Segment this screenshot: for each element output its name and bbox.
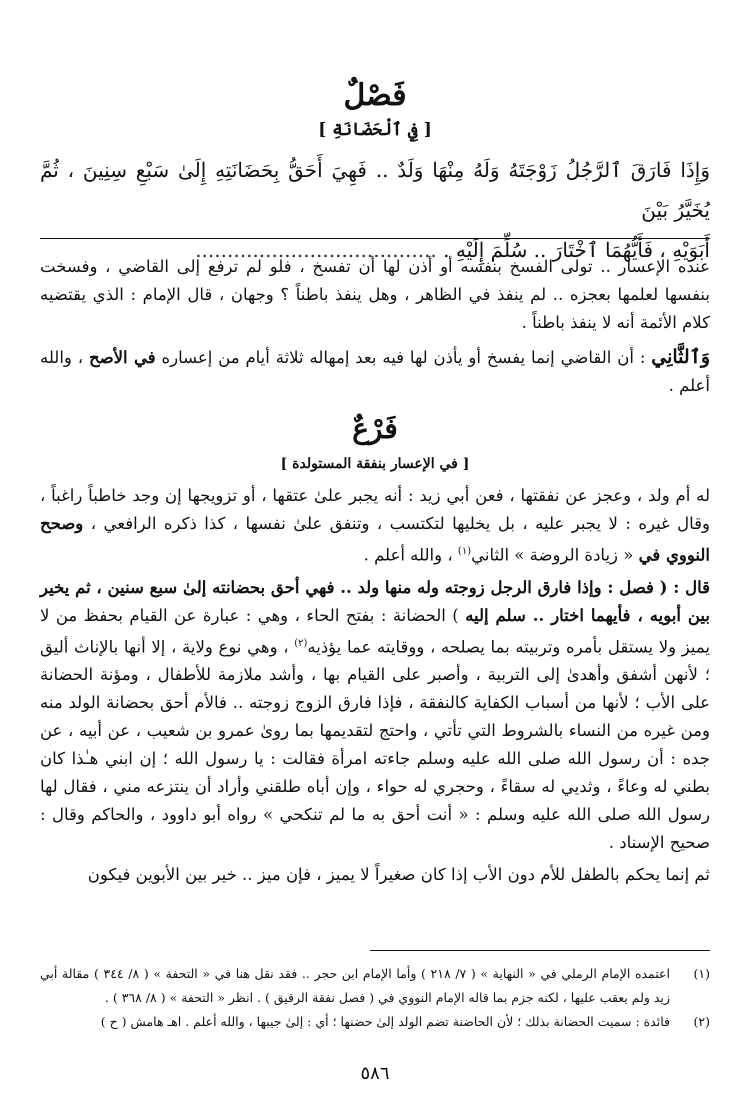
paragraph-4-text-a: ) الحضانة : بفتح الحاء ، وهي : عبارة عن القيام بحفظ من لا يميز ولا يستقل بأمره وتربيته بما يصلحه ، ووقايته عما يؤذيه xyxy=(40,605,710,656)
footnote-1-number: (١) xyxy=(693,966,710,981)
far-heading: فَرْعٌ xyxy=(352,412,398,445)
paragraph-4-lead: قال : ( فصل : وإذا فارق الرجل زوجته وله منها ولد .. فهي أحق بحضانته إلىٰ سبع سنين ، ثم يخير بين أبويه ، فأيهما اختار .. سلم إليه xyxy=(40,577,710,625)
footnote-1-text: اعتمده الإمام الرملي في « النهاية » ( ٧/ ٢١٨ ) وأما الإمام ابن حجر .. فقد نقل هنا في « التحفة » ( ٨/ ٣٤٤ ) مقالة أبي زيد ولم يعقب عليها ، لكنه جزم بما قاله الإمام النووي في ( فصل نفقة الرقيق ) . انظر « التحفة » ( ٨/ ٣٦٨ ) . xyxy=(40,966,670,1005)
footnote-ref-2: (٢) xyxy=(294,637,308,649)
matn-divider xyxy=(40,238,710,239)
footnote-2-number: (٢) xyxy=(693,1014,710,1029)
paragraph-5: ثم إنما يحكم بالطفل للأم دون الأب إذا كان صغيراً لا يميز ، فإن ميز .. خير بين الأبوين فيكون xyxy=(87,865,710,884)
paragraph-3-source: « زيادة الروضة » الثاني xyxy=(471,545,634,565)
footnote-2-text: فائدة : سميت الحضانة بذلك ؛ لأن الحاضنة تضم الولد إلىٰ حضنها ؛ أي : إلىٰ جيبها ، والله أعلم . اهـ هامش ( ح ) xyxy=(100,1014,670,1029)
footnote-1 xyxy=(40,962,710,1010)
paragraph-4-text-b: ، وهي نوع ولاية ، إلا أنها بالإناث أليق ؛ لأنهن أشفق وأهدىٰ إلى التربية ، وأصبر على القيام بها ، وأشد ملازمة للأطفال ، ومؤنة الحضانة على الأب ؛ لأنها من أسباب الكفاية كالنفقة ، فإذا فارق الزوج زوجته .. فالأم أحق بحضانة الولد منه ومن غيره من النساء بالشروط التي تأتي ، واحتج لتقديمها بما روىٰ عمرو بن شعيب ، عن أبيه ، عن جده : أن رسول الله صلى الله عليه وسلم جاءته امرأة فقالت : يا رسول الله ؛ إن ابني هـٰذا كان بطني له وعاءً ، وثديي له سقاءً ، وحجري له حواء ، وإن أباه طلقني وأراد أن ينتزعه مني ، فقال لها رسول الله صلى الله عليه وسلم : « أنت أحق به ما لم تنكحي » رواه أبو داوود ، والحاكم وقال : صحيح الإسناد . xyxy=(40,637,710,852)
paragraph-3-end: ، والله أعلم . xyxy=(363,545,453,565)
paragraph-1: عنده الإعسار .. تولى الفسخ بنفسه أو أذن لها أن تفسخ ، فلو لم ترفع إلى القاضي ، وفسخت بنفسها لعلمها بعجزه .. لم ينفذ في الظاهر ، وهل ينفذ باطناً ؟ وجهان ، قال الإمام : الذي يقتضيه كلام الأئمة أنه لا ينفذ باطناً . xyxy=(40,257,710,332)
matn-text xyxy=(40,150,710,270)
paragraph-4 xyxy=(40,574,710,858)
matn-dots: ...................................... xyxy=(195,238,437,262)
matn-line-2-text: أَبَوَيْهِ ، فَأَيُّهُمَا ٱخْتَارَ .. سُلِّمَ إِلَيْهِ . xyxy=(443,238,710,262)
commentary-section-2 xyxy=(40,482,710,889)
far-subtitle: [ في الإعسار بنفقة المستولدة ] xyxy=(280,456,470,472)
paragraph-2-end: ، والله أعلم . xyxy=(40,348,710,395)
fasl-subtitle: [ فِي ٱلْحَضَانَةِ ] xyxy=(318,120,432,140)
matn-line-1: وَإِذَا فَارَقَ ٱلرَّجُلُ زَوْجَتَهُ وَلَهُ مِنْهَا وَلَدٌ .. فَهِيَ أَحَقُّ بِحَضَانَتِهِ إِلَىٰ سَبْعِ سِنِينَ ، ثُمَّ يُخَيَّرُ بَيْنَ xyxy=(40,158,710,222)
page-number: ٥٨٦ xyxy=(360,1063,390,1084)
paragraph-2-text: : أن القاضي إنما يفسخ أو يأذن لها فيه بعد إمهاله ثلاثة أيام من إعساره xyxy=(161,348,646,367)
footnote-divider xyxy=(370,950,710,951)
paragraph-3 xyxy=(40,482,710,570)
wa-allah-label: وَٱلثَّانِي xyxy=(651,346,711,368)
paragraph-3-text: له أم ولد ، وعجز عن نفقتها ، فعن أبي زيد : أنه يجبر علىٰ عتقها ، أو تزويجها إن وجد خاطباً راغباً ، وقال غيره : لا يجبر عليه ، بل يخليها لتكتسب ، وتنفق علىٰ نفسها ، كذا ذكره الرافعي ، xyxy=(40,486,710,533)
footnote-ref-1: (١) xyxy=(457,546,472,557)
paragraph-2 xyxy=(40,343,710,400)
fasl-heading: فَصْلٌ xyxy=(343,78,407,113)
footnotes xyxy=(40,962,710,1034)
paragraph-2-bold: في الأصح xyxy=(88,348,156,367)
paragraph-3-bold: وصحح النووي في xyxy=(40,514,710,565)
footnote-2 xyxy=(40,1010,710,1034)
commentary-section-1 xyxy=(40,253,710,400)
